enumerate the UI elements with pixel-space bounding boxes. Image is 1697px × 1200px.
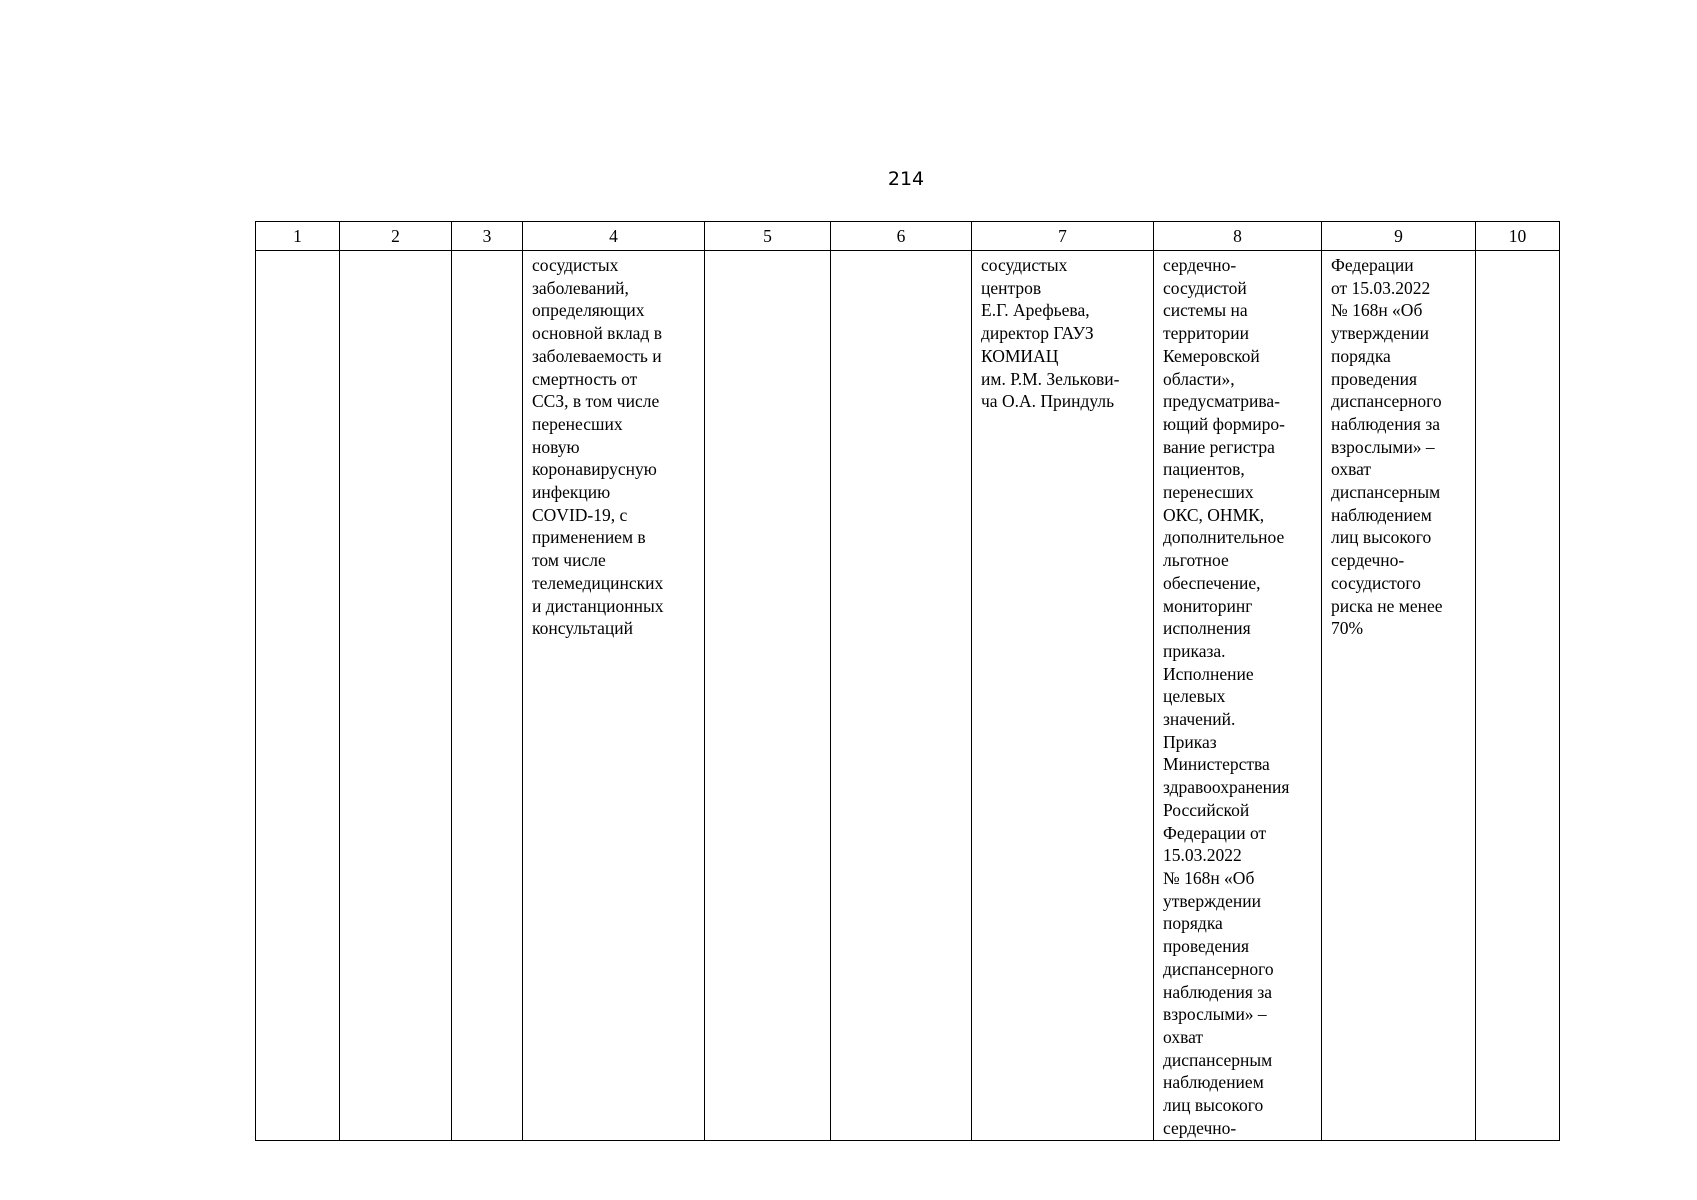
column-header-9: 9 [1322,222,1476,251]
cell-col-2 [340,251,452,1141]
table-row [256,251,1560,1141]
cell-col-9: Федерации от 15.03.2022 № 168н «Об утверждении порядка проведения диспансерного наблюдения за взрослыми» – охват диспансерным наблюдением лиц высокого сердечно- сосудистого риска не менее 70% [1322,251,1476,1141]
column-header-2: 2 [340,222,452,251]
cell-col-3 [452,251,523,1141]
column-header-8: 8 [1154,222,1322,251]
column-header-3: 3 [452,222,523,251]
cell-col-1 [256,251,340,1141]
column-header-5: 5 [705,222,831,251]
page-number: 214 [887,168,925,190]
column-header-10: 10 [1476,222,1560,251]
document-table [255,221,1560,1141]
cell-col-5 [705,251,831,1141]
column-header-4: 4 [523,222,705,251]
cell-col-4: сосудистых заболеваний, определяющих основной вклад в заболеваемость и смертность от ССЗ, в том числе перенесших новую коронавирусную инфекцию COVID-19, с применением в том числе телемедицинских и дистанционных консультаций [523,251,705,1141]
cell-col-7: сосудистых центров Е.Г. Арефьева, директор ГАУЗ КОМИАЦ им. Р.М. Зелькови- ча О.А. Приндуль [972,251,1154,1141]
cell-col-6 [831,251,972,1141]
column-header-7: 7 [972,222,1154,251]
cell-col-10 [1476,251,1560,1141]
cell-col-8: сердечно- сосудистой системы на территории Кемеровской области», предусматрива- ющий формиро- вание регистра пациентов, перенесших ОКС, ОНМК, дополнительное льготное обеспечение, мониторинг исполнения приказа. Исполнение целевых значений. Приказ Министерства здравоохранения Российской Федерации от 15.03.2022 № 168н «Об утверждении порядка проведения диспансерного наблюдения за взрослыми» – охват диспансерным наблюдением лиц высокого сердечно- [1154,251,1322,1141]
column-header-1: 1 [256,222,340,251]
header-row [256,222,1560,251]
column-header-6: 6 [831,222,972,251]
